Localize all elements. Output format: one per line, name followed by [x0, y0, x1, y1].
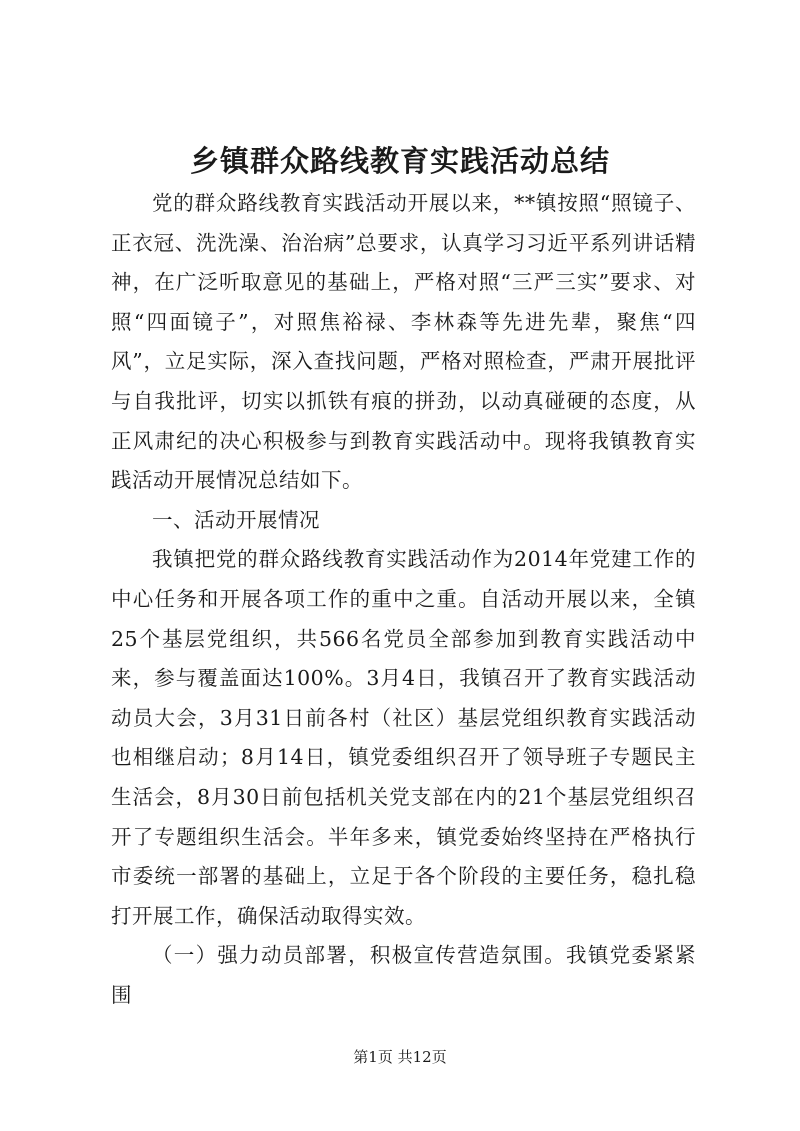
document-body [111, 184, 696, 1015]
document-title: 乡镇群众路线教育实践活动总结 [189, 144, 610, 178]
page-number-footer: 第1页 共12页 [353, 1048, 447, 1066]
body-paragraph: 我镇把党的群众路线教育实践活动作为2014年党建工作的中心任务和开展各项工作的重中之重。自活动开展以来，全镇25个基层党组织，共566名党员全部参加到教育实践活动中来，参与覆盖面达100%。3月4日，我镇召开了教育实践活动动员大会，3月31日前各村（社区）基层党组织教育实践活动也相继启动；8月14日，镇党委组织召开了领导班子专题民主生活会，8月30日前包括机关党支部在内的21个基层党组织召开了专题组织生活会。半年多来，镇党委始终坚持在严格执行市委统一部署的基础上，立足于各个阶段的主要任务，稳扎稳打开展工作，确保活动取得实效。 [111, 547, 696, 928]
subsection-paragraph: （一）强力动员部署，积极宣传营造氛围。我镇党委紧紧围 [111, 943, 696, 1007]
intro-paragraph: 党的群众路线教育实践活动开展以来，**镇按照“照镜子、正衣冠、洗洗澡、治治病”总要求，认真学习习近平系列讲话精神，在广泛听取意见的基础上，严格对照“三严三实”要求、对照“四面镜子”，对照焦裕禄、李林森等先进先辈，聚焦“四风”，立足实际，深入查找问题，严格对照检查，严肃开展批评与自我批评，切实以抓铁有痕的拼劲，以动真碰硬的态度，从正风肃纪的决心积极参与到教育实践活动中。现将我镇教育实践活动开展情况总结如下。 [111, 191, 696, 493]
section-heading: 一、活动开展情况 [152, 507, 320, 532]
